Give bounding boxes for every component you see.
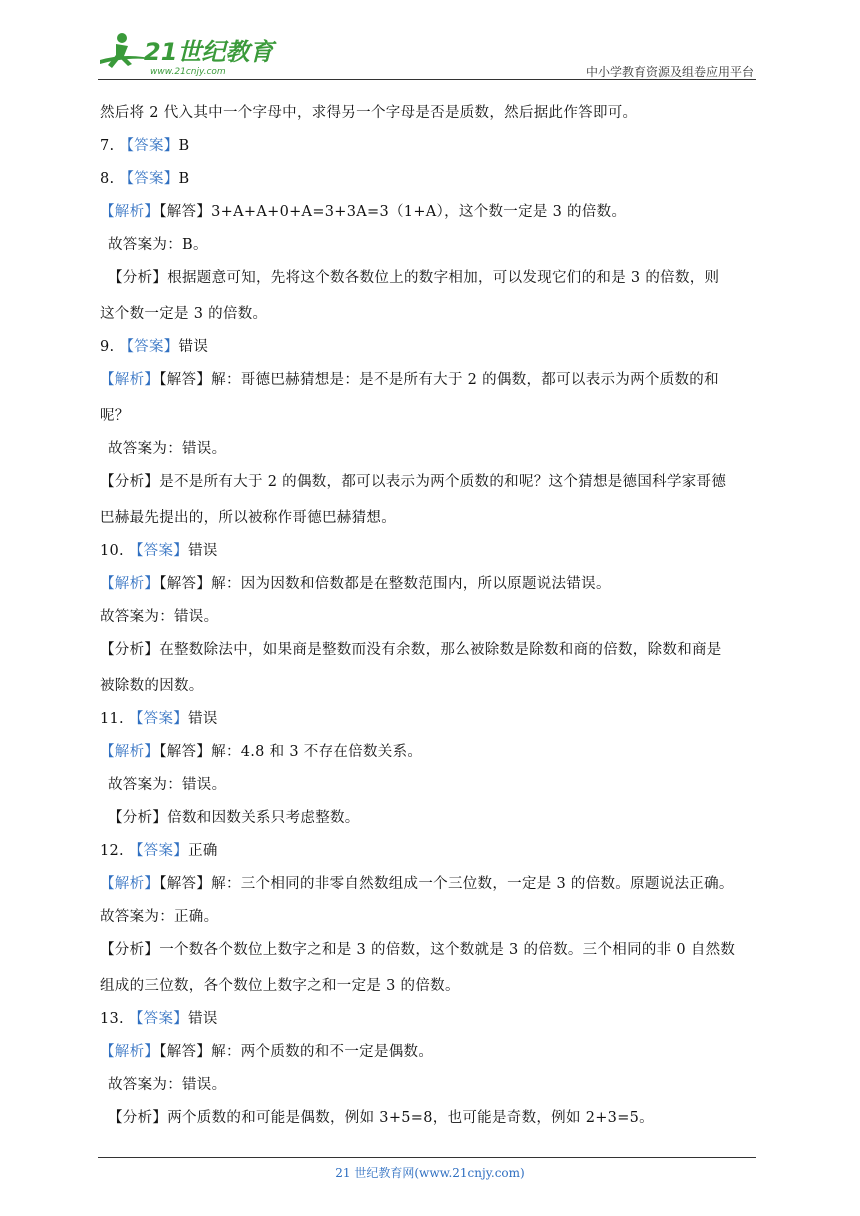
logo-text: 21世纪教育	[144, 38, 274, 66]
text-line	[100, 1042, 760, 1062]
text-span: 被除数的因数。	[100, 678, 204, 694]
text-line	[100, 268, 760, 288]
page-header	[98, 30, 756, 80]
text-line	[100, 574, 760, 594]
text-line	[100, 370, 760, 390]
text-line	[100, 640, 760, 660]
text-span: 【解答】解：哥德巴赫猜想是：是不是所有大于 2 的偶数，都可以表示为两个质数的和	[159, 372, 719, 388]
text-span: 13.	[100, 1011, 129, 1027]
answer-content	[100, 103, 760, 1141]
text-line	[100, 103, 760, 123]
text-line	[100, 337, 760, 357]
text-span: 【分析】是不是所有大于 2 的偶数，都可以表示为两个质数的和呢？这个猜想是德国科学家哥德	[100, 474, 727, 490]
section-label: 【解析】	[100, 372, 160, 388]
text-span: 【分析】在整数除法中，如果商是整数而没有余数，那么被除数是除数和商的倍数，除数和商是	[100, 642, 722, 658]
text-line	[100, 472, 760, 492]
text-line	[100, 940, 760, 960]
text-line	[100, 976, 760, 996]
text-line	[100, 508, 760, 528]
text-line	[100, 202, 760, 222]
text-line	[100, 406, 760, 426]
logo-url: www.21cnjy.com	[150, 67, 226, 77]
text-span: 故答案为：正确。	[100, 909, 219, 925]
text-span: 故答案为：错误。	[108, 1077, 227, 1093]
text-line	[100, 304, 760, 324]
text-span: 【解答】解：两个质数的和不一定是偶数。	[159, 1044, 434, 1060]
text-span: 巴赫最先提出的，所以被称作哥德巴赫猜想。	[100, 510, 396, 526]
text-line	[100, 1108, 760, 1128]
text-span: 12.	[100, 843, 129, 859]
text-span: 【解答】解：因为因数和倍数都是在整数范围内，所以原题说法错误。	[159, 576, 611, 592]
text-span: 错误	[188, 711, 218, 727]
section-label: 【答案】	[128, 1011, 189, 1027]
text-span: 这个数一定是 3 的倍数。	[100, 306, 268, 322]
footer-link[interactable]: 21 世纪教育网(www.21cnjy.com)	[335, 1166, 525, 1180]
text-span: 然后将 2 代入其中一个字母中，求得另一个字母是否是质数，然后据此作答即可。	[100, 105, 638, 121]
text-span: 7.	[100, 138, 120, 154]
text-line	[100, 235, 760, 255]
section-label: 【答案】	[128, 843, 189, 859]
text-span: 10.	[100, 543, 129, 559]
text-span: 9.	[100, 339, 120, 355]
section-label: 【答案】	[128, 711, 189, 727]
text-span: B	[178, 171, 190, 187]
text-line	[100, 907, 760, 927]
text-span: 组成的三位数，各个数位上数字之和一定是 3 的倍数。	[100, 978, 460, 994]
text-span: 【解答】3+A+A+0+A=3+3A=3（1+A），这个数一定是 3 的倍数。	[159, 204, 627, 220]
text-span: 故答案为：错误。	[100, 609, 219, 625]
section-label: 【答案】	[119, 171, 179, 187]
section-label: 【解析】	[100, 744, 160, 760]
text-span: 【分析】一个数各个数位上数字之和是 3 的倍数，这个数就是 3 的倍数。三个相同的非 0 自然数	[100, 942, 736, 958]
section-label: 【答案】	[128, 543, 189, 559]
text-span: 错误	[178, 339, 209, 355]
text-line	[100, 169, 760, 189]
text-line	[100, 841, 760, 861]
text-span: 故答案为：错误。	[108, 777, 227, 793]
text-span: 正确	[188, 843, 218, 859]
text-span: B	[178, 138, 190, 154]
text-span: 故答案为：B。	[108, 237, 208, 253]
text-span: 8.	[100, 171, 120, 187]
text-span: 错误	[188, 1011, 218, 1027]
footer-divider	[98, 1157, 756, 1158]
text-line	[100, 136, 760, 156]
text-span: 11.	[100, 711, 129, 727]
text-line	[100, 709, 760, 729]
text-span: 【分析】根据题意可知，先将这个数各数位上的数字相加，可以发现它们的和是 3 的倍数，则	[108, 270, 720, 286]
text-span: 故答案为：错误。	[108, 441, 227, 457]
text-span: 【解答】解：4.8 和 3 不存在倍数关系。	[159, 744, 423, 760]
text-line	[100, 742, 760, 762]
text-span: 错误	[188, 543, 218, 559]
text-span: 【分析】两个质数的和可能是偶数，例如 3+5=8，也可能是奇数，例如 2+3=5。	[108, 1110, 654, 1126]
header-divider	[98, 79, 756, 80]
text-line	[100, 607, 760, 627]
text-line	[100, 874, 760, 894]
text-span: 【分析】倍数和因数关系只考虑整数。	[108, 810, 360, 826]
text-line	[100, 1075, 760, 1095]
section-label: 【解析】	[100, 876, 160, 892]
text-line	[100, 541, 760, 561]
section-label: 【解析】	[100, 1044, 160, 1060]
text-span: 【解答】解：三个相同的非零自然数组成一个三位数，一定是 3 的倍数。原题说法正确。	[159, 876, 734, 892]
text-line	[100, 1009, 760, 1029]
text-line	[100, 676, 760, 696]
section-label: 【解析】	[100, 204, 160, 220]
section-label: 【解析】	[100, 576, 160, 592]
section-label: 【答案】	[119, 339, 179, 355]
text-line	[100, 439, 760, 459]
site-logo	[98, 30, 318, 78]
section-label: 【答案】	[119, 138, 179, 154]
text-line	[100, 775, 760, 795]
text-span: 呢？	[100, 408, 130, 424]
platform-name: 中小学教育资源及组卷应用平台	[585, 65, 754, 79]
text-line	[100, 808, 760, 828]
